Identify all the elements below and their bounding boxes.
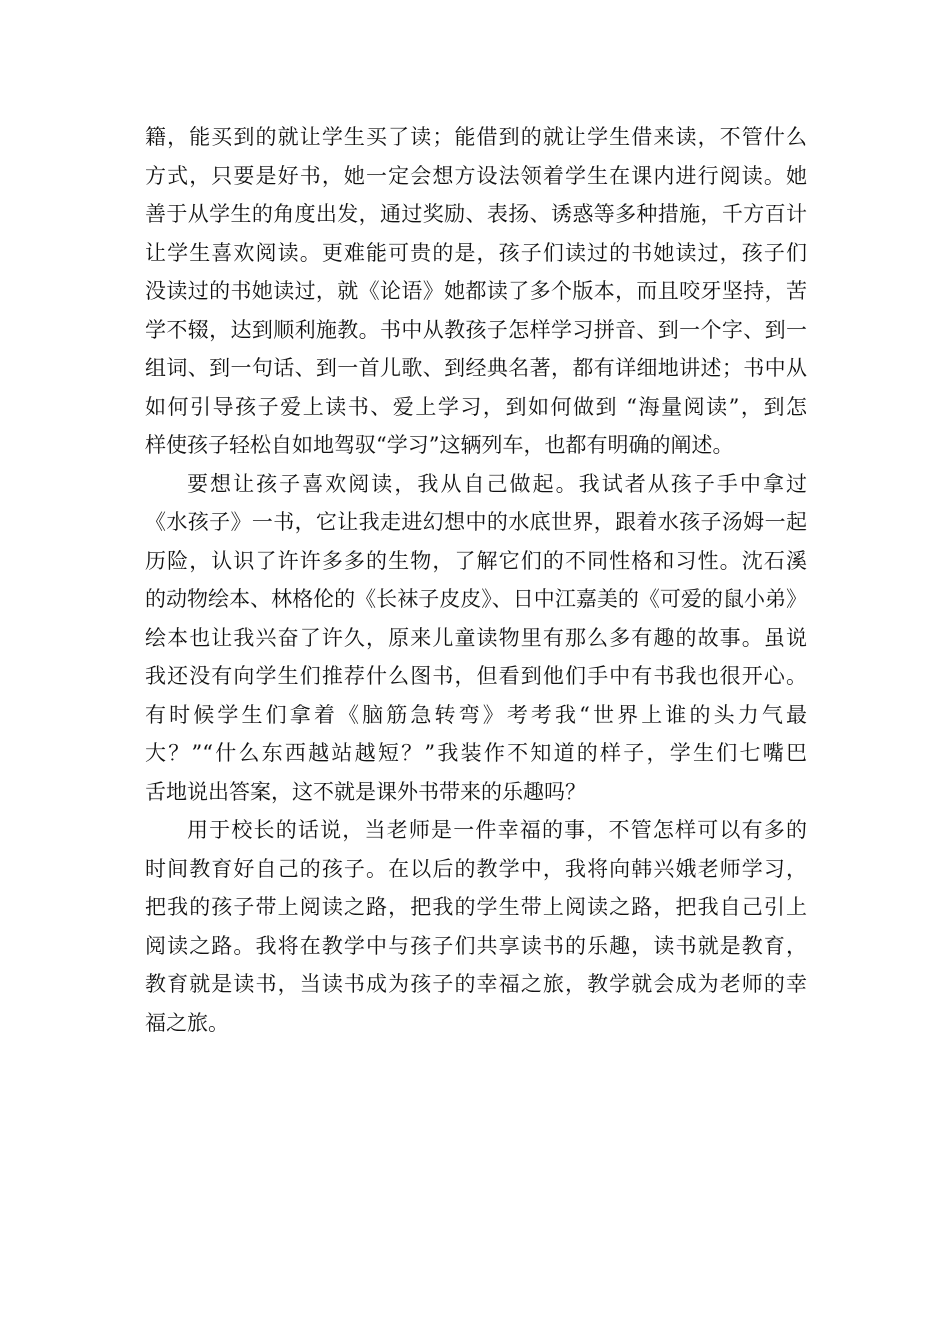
text-line: 学不辍，达到顺利施教。书中从教孩子怎样学习拼音、到一个字、到一 xyxy=(145,317,807,342)
text-line: 绘本也让我兴奋了许久，原来儿童读物里有那么多有趣的故事。虽说 xyxy=(145,625,807,650)
document-page xyxy=(145,118,807,1042)
text-line: 大？”“什么东西越站越短？”我装作不知道的样子，学生们七嘴巴 xyxy=(145,741,807,765)
text-line: 阅读之路。我将在教学中与孩子们共享读书的乐趣，读书就是教育， xyxy=(145,933,807,958)
text-line: 的动物绘本、林格伦的《长袜子皮皮》、日中江嘉美的《可爱的鼠小弟》 xyxy=(145,587,807,611)
text-line: 把我的孩子带上阅读之路，把我的学生带上阅读之路，把我自己引上 xyxy=(145,895,807,919)
text-line: 没读过的书她读过，就《论语》她都读了多个版本，而且咬牙坚持，苦 xyxy=(145,279,807,303)
text-line: 籍，能买到的就让学生买了读；能借到的就让学生借来读，不管什么 xyxy=(145,125,807,149)
text-line: 方式，只要是好书，她一定会想方设法领着学生在课内进行阅读。她 xyxy=(145,163,807,188)
text-line: 《水孩子》一书，它让我走进幻想中的水底世界，跟着水孩子汤姆一起 xyxy=(145,510,807,534)
text-line: 样使孩子轻松自如地驾驭“学习”这辆列车，也都有明确的阐述。 xyxy=(145,433,734,457)
text-line: 善于从学生的角度出发，通过奖励、表扬、诱惑等多种措施，千方百计 xyxy=(145,202,807,226)
paragraph-3 xyxy=(145,811,807,1042)
text-line: 组词、到一句话、到一首儿歌、到经典名著，都有详细地讲述；书中从 xyxy=(145,356,807,380)
text-line: 用于校长的话说，当老师是一件幸福的事，不管怎样可以有多的 xyxy=(187,818,807,842)
paragraph-2 xyxy=(145,465,807,812)
text-line: 要想让孩子喜欢阅读，我从自己做起。我试者从孩子手中拿过 xyxy=(187,471,807,496)
text-line: 让学生喜欢阅读。更难能可贵的是，孩子们读过的书她读过，孩子们 xyxy=(145,240,807,265)
text-line: 如何引导孩子爱上读书、爱上学习，到如何做到 “海量阅读”，到怎 xyxy=(145,394,807,419)
paragraph-1 xyxy=(145,118,807,465)
text-line: 历险，认识了许许多多的生物，了解它们的不同性格和习性。沈石溪 xyxy=(145,548,807,573)
text-line: 福之旅。 xyxy=(145,1010,229,1035)
text-line: 有时候学生们拿着《脑筋急转弯》考考我“世界上谁的头力气最 xyxy=(145,702,807,727)
text-line: 时间教育好自己的孩子。在以后的教学中，我将向韩兴娥老师学习， xyxy=(145,856,807,881)
text-line: 教育就是读书，当读书成为孩子的幸福之旅，教学就会成为老师的幸 xyxy=(145,972,807,996)
text-line: 我还没有向学生们推荐什么图书，但看到他们手中有书我也很开心。 xyxy=(145,664,807,688)
text-line: 舌地说出答案，这不就是课外书带来的乐趣吗？ xyxy=(145,779,586,804)
